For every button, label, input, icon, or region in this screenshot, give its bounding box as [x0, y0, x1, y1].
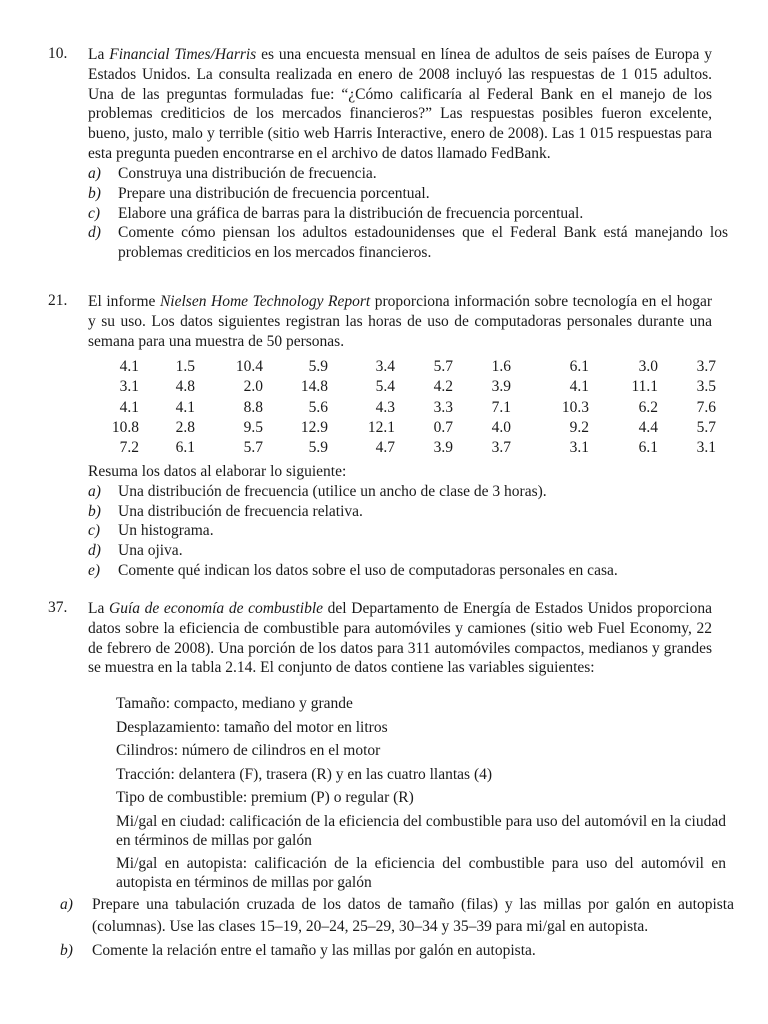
item-label: d) — [88, 224, 101, 242]
table-cell: 5.4 — [375, 378, 395, 396]
table-cell: 11.1 — [631, 378, 658, 396]
data-table — [100, 357, 716, 458]
table-cell: 4.1 — [175, 398, 195, 416]
body-text: proporciona información sobre tecnología en el hogar y su uso. Los datos siguientes registran las horas de uso de computadoras personales durante una semana para una muestra de 50 personas. — [88, 293, 712, 350]
lead-text: La — [88, 46, 110, 63]
table-cell: 10.8 — [111, 419, 139, 437]
item-text: Prepare una distribución de frecuencia porcentual. — [118, 184, 430, 202]
table-cell: 3.9 — [491, 378, 511, 396]
table-cell: 3.1 — [696, 439, 716, 457]
problem-statement — [88, 45, 712, 164]
table-row — [100, 438, 716, 458]
table-cell: 3.7 — [696, 358, 716, 376]
item-label: e) — [88, 561, 101, 579]
variable-item: Mi/gal en ciudad: calificación de la eficiencia del combustible para uso del automóvil en la ciudad en términos de millas por galón — [116, 812, 726, 849]
item-label: a) — [60, 896, 73, 913]
table-cell: 4.7 — [375, 439, 395, 457]
list-item — [88, 482, 728, 502]
item-text: Elabore una gráfica de barras para la distribución de frecuencia porcentual. — [118, 204, 584, 222]
body-text: es una encuesta mensual en línea de adultos de seis países de Europa y Estados Unidos. La consulta realizada en enero de 2008 incluyó las respuestas de 1 015 adultos. Una de las preguntas formuladas fue: “¿Cómo calificaría al Federal Bank en el manejo de los problemas crediticios de los mercados financieros?” Las respuestas posibles fueron excelente, bueno, justo, malo y terrible (sitio web Harris Interactive, enero de 2008). Las 1 015 respuestas para esta pregunta pueden encontrarse en el archivo de datos llamado FedBank. — [88, 46, 712, 162]
table-cell: 5.9 — [308, 358, 328, 376]
list-item — [88, 502, 728, 522]
table-cell: 3.7 — [491, 439, 511, 457]
table-cell: 7.6 — [696, 398, 716, 416]
table-cell: 3.1 — [569, 439, 589, 457]
list-item — [58, 940, 734, 962]
table-cell: 5.7 — [696, 419, 716, 437]
table-cell: 9.2 — [569, 419, 589, 437]
item-label: a) — [88, 482, 101, 500]
variable-item: Mi/gal en autopista: calificación de la eficiencia del combustible para uso del automóvil en autopista en términos de millas por galón — [116, 855, 726, 891]
table-cell: 4.0 — [491, 419, 511, 437]
item-text: Una distribución de frecuencia (utilice un ancho de clase de 3 horas). — [118, 482, 547, 500]
table-row — [100, 377, 716, 397]
problem-number: 10. — [48, 45, 68, 62]
item-text: Una distribución de frecuencia relativa. — [118, 502, 363, 520]
table-cell: 6.1 — [569, 358, 589, 376]
table-cell: 4.1 — [119, 358, 139, 376]
table-cell: 4.1 — [119, 398, 139, 416]
variable-item: Tamaño: compacto, mediano y grande — [116, 695, 353, 712]
table-cell: 9.5 — [243, 419, 263, 437]
table-cell: 5.7 — [243, 439, 263, 457]
problem-statement — [88, 292, 712, 351]
table-cell: 5.9 — [308, 439, 328, 457]
lead-text: La — [88, 600, 109, 617]
table-cell: 4.3 — [375, 398, 395, 416]
table-cell: 0.7 — [433, 419, 453, 437]
table-cell: 1.6 — [491, 358, 511, 376]
item-label: b) — [88, 184, 101, 202]
body-text: del Departamento de Energía de Estados Unidos proporciona datos sobre la eficiencia de combustible para automóviles y camiones (sitio web Fuel Economy, 22 de febrero de 2008). Una porción de los datos para 311 automóviles compactos, medianos y grandes se muestra en la tabla 2.14. El conjunto de datos contiene las variables siguientes: — [88, 600, 712, 677]
item-text: Comente cómo piensan los adultos estadounidenses que el Federal Bank está manejando los problemas crediticios en los mercados financieros. — [118, 224, 728, 262]
task-list — [88, 164, 728, 263]
problem-number: 37. — [48, 599, 68, 616]
item-label: b) — [88, 502, 101, 520]
item-text: Prepare una tabulación cruzada de los datos de tamaño (filas) y las millas por galón en autopista (columnas). Use las clases 15–19, 20–24, 25–29, 30–34 y 35–39 para mi/gal en autopista. — [92, 896, 734, 935]
table-cell: 1.5 — [175, 358, 195, 376]
task-list — [58, 894, 734, 962]
variable-item: Tipo de combustible: premium (P) o regular (R) — [116, 789, 414, 806]
variable-item: Cilindros: número de cilindros en el motor — [116, 742, 381, 759]
table-cell: 3.1 — [119, 378, 139, 396]
table-cell: 4.2 — [433, 378, 453, 396]
table-cell: 2.8 — [175, 419, 195, 437]
list-item — [88, 521, 728, 541]
item-label: c) — [88, 204, 101, 222]
table-cell: 10.3 — [561, 398, 589, 416]
source-title: Nielsen Home Technology Report — [159, 293, 371, 310]
list-item — [88, 223, 728, 263]
problem-number: 21. — [48, 292, 68, 309]
item-text: Comente la relación entre el tamaño y las millas por galón en autopista. — [92, 942, 536, 959]
table-cell: 4.1 — [569, 378, 589, 396]
table-row — [100, 418, 716, 438]
list-item — [58, 894, 734, 937]
list-item — [88, 541, 728, 561]
table-cell: 12.9 — [300, 419, 328, 437]
item-text: Comente qué indican los datos sobre el uso de computadoras personales en casa. — [118, 561, 618, 579]
list-item — [88, 204, 728, 224]
item-text: Una ojiva. — [118, 542, 183, 560]
summary-intro: Resuma los datos al elaborar lo siguiente: — [88, 463, 347, 480]
table-cell: 5.7 — [433, 358, 453, 376]
table-cell: 3.9 — [433, 439, 453, 457]
item-text: Un histograma. — [118, 522, 214, 540]
variable-list — [116, 694, 726, 897]
lead-text: El informe — [88, 293, 160, 310]
table-cell: 5.6 — [308, 398, 328, 416]
table-cell: 6.1 — [638, 439, 658, 457]
table-cell: 7.2 — [119, 439, 139, 457]
list-item — [88, 561, 728, 581]
table-cell: 10.4 — [235, 358, 263, 376]
item-text: Construya una distribución de frecuencia. — [118, 165, 377, 182]
task-list — [88, 462, 728, 581]
table-cell: 4.8 — [175, 378, 195, 396]
table-cell: 6.1 — [175, 439, 195, 457]
source-title: Guía de economía de combustible — [109, 600, 324, 617]
table-cell: 3.0 — [638, 358, 658, 376]
problem-statement — [88, 599, 712, 678]
table-cell: 3.4 — [375, 358, 395, 376]
table-row — [100, 357, 716, 377]
table-cell: 3.5 — [696, 378, 716, 396]
table-cell: 4.4 — [638, 419, 658, 437]
variable-item: Desplazamiento: tamaño del motor en litros — [116, 718, 388, 736]
item-label: c) — [88, 522, 101, 540]
variable-item: Tracción: delantera (F), trasera (R) y en las cuatro llantas (4) — [116, 765, 493, 783]
table-cell: 7.1 — [491, 398, 511, 416]
table-cell: 8.8 — [243, 398, 263, 416]
list-item — [88, 184, 728, 204]
table-cell: 14.8 — [300, 378, 328, 396]
table-cell: 12.1 — [367, 419, 395, 437]
table-row — [100, 398, 716, 418]
item-label: a) — [88, 165, 101, 182]
table-cell: 2.0 — [243, 378, 263, 396]
item-label: d) — [88, 542, 101, 560]
list-item — [88, 164, 728, 184]
table-cell: 3.3 — [433, 398, 453, 416]
table-cell: 6.2 — [638, 398, 658, 416]
source-title: Financial Times/Harris — [109, 46, 257, 63]
item-label: b) — [60, 942, 73, 959]
